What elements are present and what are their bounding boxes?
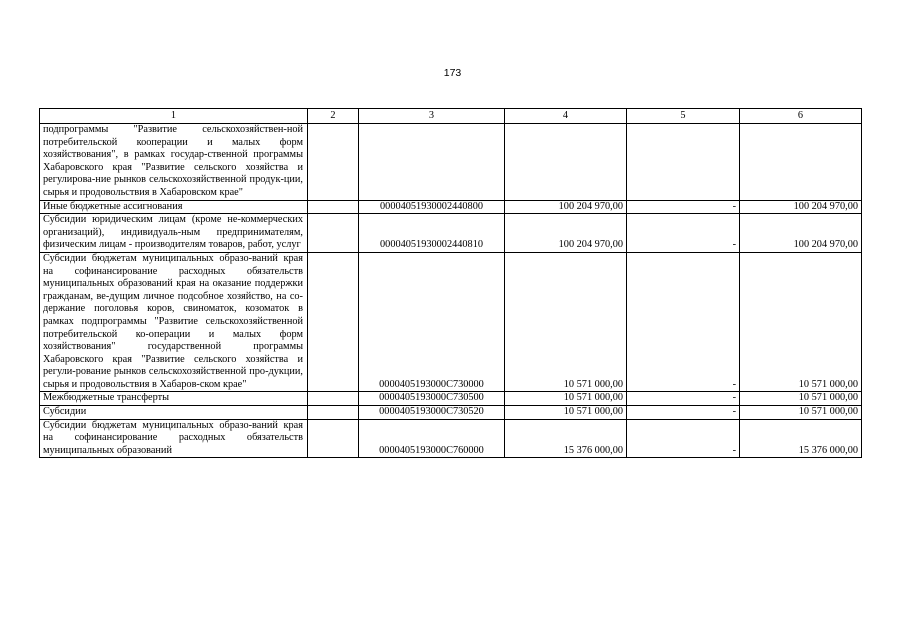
- row-col2: [308, 406, 359, 420]
- row-code: [359, 124, 505, 201]
- row-col4: 100 204 970,00: [505, 200, 627, 214]
- table-row: [40, 419, 862, 458]
- table-row: [40, 406, 862, 420]
- row-col6: 10 571 000,00: [740, 406, 862, 420]
- row-col6: [740, 124, 862, 201]
- page-number: 173: [443, 67, 462, 79]
- table-row: [40, 200, 862, 214]
- row-col2: [308, 124, 359, 201]
- row-description: Субсидии юридическим лицам (кроме не-коммерческих организаций), индивидуаль-ным предпринимателям, физическим лицам - производителям товаров, работ, услуг: [40, 214, 308, 253]
- column-header-3: 3: [359, 109, 505, 124]
- row-col2: [308, 214, 359, 253]
- row-col6: 10 571 000,00: [740, 392, 862, 406]
- row-code: 00004051930002440800: [359, 200, 505, 214]
- row-col5: -: [627, 392, 740, 406]
- row-col2: [308, 252, 359, 392]
- row-col4: [505, 124, 627, 201]
- row-col5: -: [627, 214, 740, 253]
- row-description: Межбюджетные трансферты: [40, 392, 308, 406]
- table-row: [40, 214, 862, 253]
- row-col4: 100 204 970,00: [505, 214, 627, 253]
- row-col5: -: [627, 419, 740, 458]
- row-col6: 10 571 000,00: [740, 252, 862, 392]
- table-row: [40, 392, 862, 406]
- row-description: Субсидии бюджетам муниципальных образо-ваний края на софинансирование расходных обязательств муниципальных образований края на оказание поддержки гражданам, ве-дущим личное подсобное хозяйство, на со-держание поголовья коров, свиноматок, козоматок в рамках подпрограммы "Развитие сельскохозяйственной потребительской ко-операции и малых форм хозяйствования" государственной программы Хабаровского края "Развитие сельского хозяйства и регули-рование рынков сельскохозяйственной про-дукции, сырья и продовольствия в Хабаров-ском крае": [40, 252, 308, 392]
- column-header-1: 1: [40, 109, 308, 124]
- row-col2: [308, 419, 359, 458]
- row-description: подпрограммы "Развитие сельскохозяйствен-ной потребительской кооперации и малых форм хозяйствования", в рамках государ-ственной программы Хабаровского края "Развитие сельского хозяйства и регулирова-ние рынков сельскохозяйственной продук-ции, сырья и продовольствия в Хабаровском крае": [40, 124, 308, 201]
- row-col6: 100 204 970,00: [740, 214, 862, 253]
- row-col6: 100 204 970,00: [740, 200, 862, 214]
- budget-table: [39, 108, 862, 458]
- row-col2: [308, 200, 359, 214]
- table-row: [40, 252, 862, 392]
- row-code: 0000405193000С730500: [359, 392, 505, 406]
- row-col4: 10 571 000,00: [505, 406, 627, 420]
- row-col2: [308, 392, 359, 406]
- row-col4: 10 571 000,00: [505, 252, 627, 392]
- row-code: 0000405193000С730520: [359, 406, 505, 420]
- row-col5: -: [627, 200, 740, 214]
- row-description: Иные бюджетные ассигнования: [40, 200, 308, 214]
- column-header-5: 5: [627, 109, 740, 124]
- column-header-6: 6: [740, 109, 862, 124]
- row-description: Субсидии: [40, 406, 308, 420]
- row-col5: -: [627, 406, 740, 420]
- row-col4: 10 571 000,00: [505, 392, 627, 406]
- header-row: [40, 109, 862, 124]
- row-col5: -: [627, 252, 740, 392]
- row-col5: [627, 124, 740, 201]
- row-code: 0000405193000С760000: [359, 419, 505, 458]
- row-col4: 15 376 000,00: [505, 419, 627, 458]
- table-row: [40, 124, 862, 201]
- column-header-2: 2: [308, 109, 359, 124]
- column-header-4: 4: [505, 109, 627, 124]
- row-code: 0000405193000С730000: [359, 252, 505, 392]
- row-code: 00004051930002440810: [359, 214, 505, 253]
- row-description: Субсидии бюджетам муниципальных образо-ваний края на софинансирование расходных обязательств муниципальных образований: [40, 419, 308, 458]
- row-col6: 15 376 000,00: [740, 419, 862, 458]
